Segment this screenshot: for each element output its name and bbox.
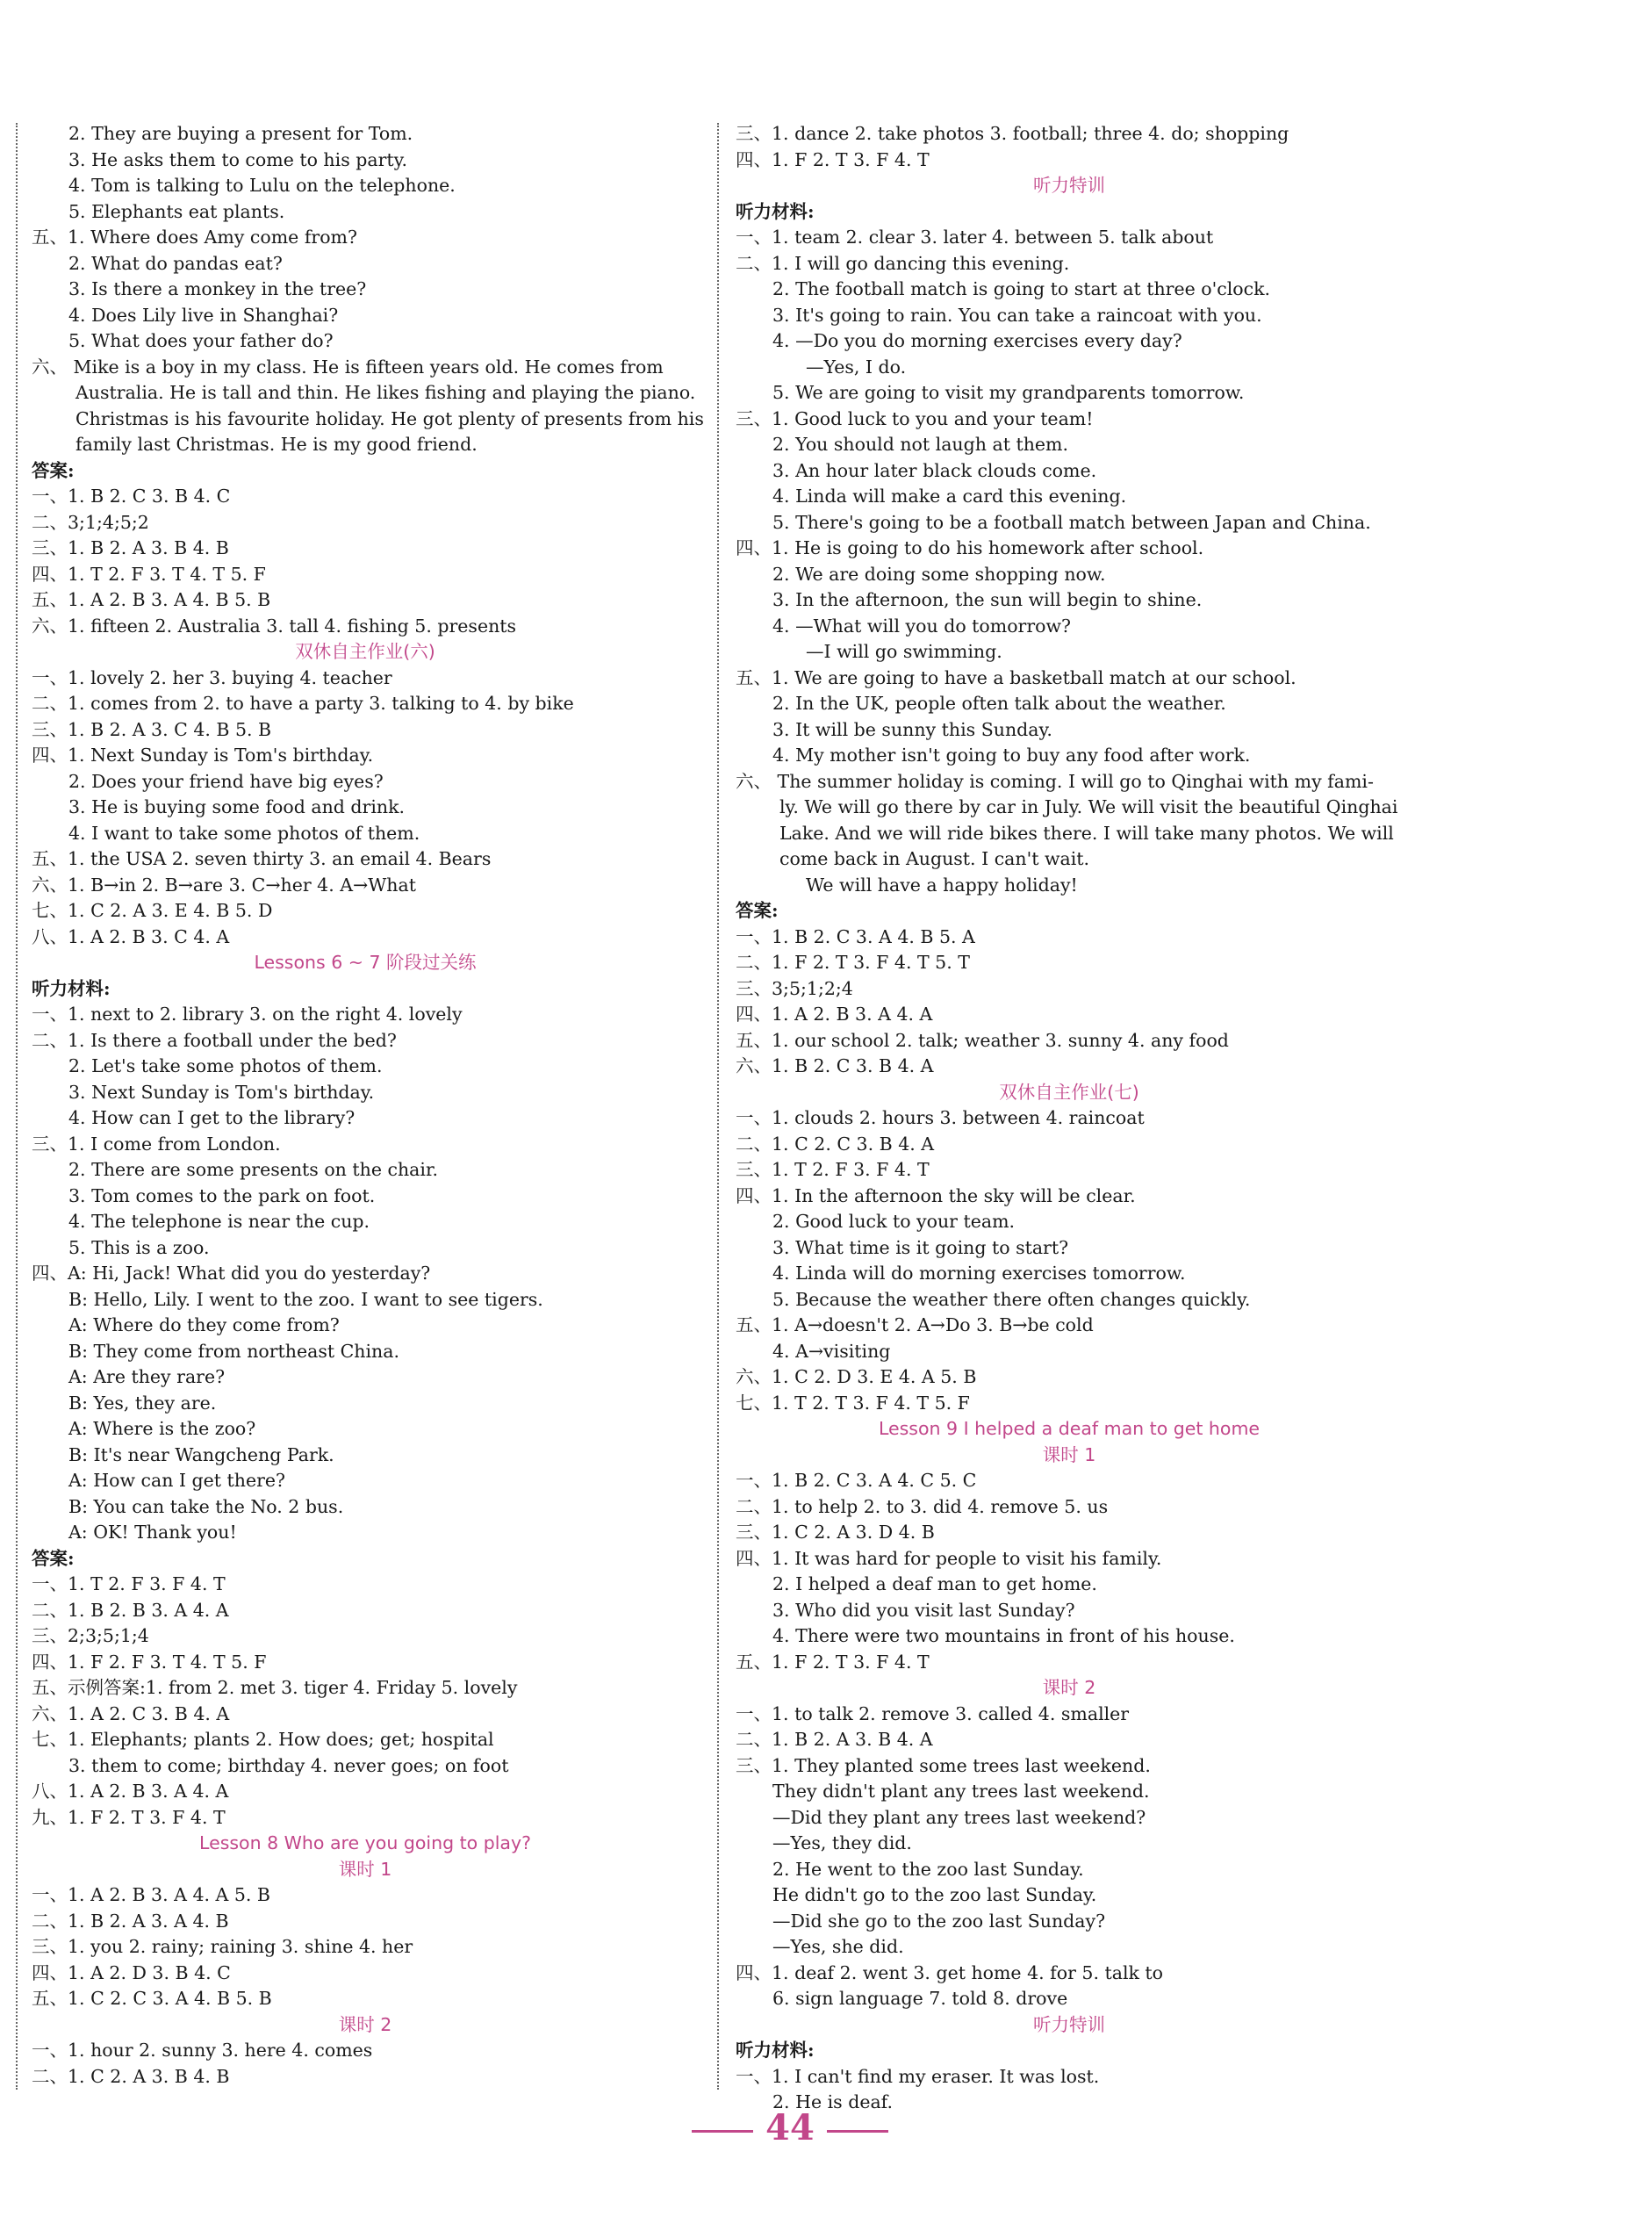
answer-line: 四、1. A 2. B 3. A 4. A	[736, 1004, 933, 1025]
answer-line: 2. What do pandas eat?	[68, 252, 283, 274]
answer-line: 三、1. They planted some trees last weekend.	[736, 1754, 1151, 1776]
answer-line: 2. Let's take some photos of them.	[68, 1055, 383, 1076]
answer-line: 3. Who did you visit last Sunday?	[772, 1599, 1075, 1621]
answer-line: A: How can I get there?	[68, 1470, 286, 1491]
answer-line: 五、1. Where does Amy come from?	[32, 227, 357, 248]
answer-line: 答案:	[32, 1547, 75, 1569]
answer-line: 2. You should not laugh at them.	[772, 434, 1068, 455]
answer-line: 3. It's going to rain. You can take a raincoat with you.	[772, 304, 1262, 326]
answer-line: —Did she go to the zoo last Sunday?	[772, 1910, 1106, 1932]
section-heading: 听力特训	[1033, 175, 1105, 196]
answer-line: 2. We are doing some shopping now.	[772, 563, 1106, 585]
answer-line: 四、1. A 2. D 3. B 4. C	[32, 1961, 231, 1983]
answer-line: 五、1. A→doesn't 2. A→Do 3. B→be cold	[736, 1314, 1094, 1335]
answer-line: —Yes, she did.	[772, 1936, 904, 1957]
answer-line: 五、1. C 2. C 3. A 4. B 5. B	[32, 1988, 272, 2009]
answer-line: 听力材料:	[736, 200, 815, 222]
answer-line: 三、1. I come from London.	[32, 1133, 281, 1155]
section-heading: 课时 1	[338, 1858, 392, 1880]
answer-line: 二、1. Is there a football under the bed?	[32, 1029, 397, 1051]
answer-line: 四、1. T 2. F 3. T 4. T 5. F	[32, 563, 266, 585]
answer-line: 4. Linda will do morning exercises tomorrow.	[772, 1263, 1186, 1284]
answer-line: 六、 Mike is a boy in my class. He is fifteen years old. He comes from	[32, 356, 664, 378]
answer-line: 5. Elephants eat plants.	[68, 200, 285, 222]
answer-line: 九、1. F 2. T 3. F 4. T	[32, 1806, 226, 1828]
answer-line: A: Where is the zoo?	[68, 1418, 256, 1439]
footer-dash-right	[827, 2130, 888, 2133]
answer-line: B: They come from northeast China.	[68, 1340, 399, 1362]
answer-line: 2. Good luck to your team.	[772, 1211, 1016, 1232]
section-heading: 课时 2	[338, 2013, 392, 2035]
answer-line: 4. —What will you do tomorrow?	[772, 615, 1072, 637]
answer-line: 二、1. I will go dancing this evening.	[736, 252, 1070, 274]
answer-line: 一、1. to talk 2. remove 3. called 4. smaller	[736, 1702, 1130, 1724]
page-number: 44	[765, 2107, 815, 2148]
answer-line: 六、1. A 2. C 3. B 4. A	[32, 1702, 230, 1724]
answer-line: 三、1. C 2. A 3. D 4. B	[736, 1522, 935, 1543]
answer-line: 4. There were two mountains in front of his house.	[772, 1625, 1235, 1646]
answer-line: 2. He is deaf.	[772, 2091, 894, 2112]
answer-line: 五、1. A 2. B 3. A 4. B 5. B	[32, 589, 271, 610]
answer-line: come back in August. I can't wait.	[779, 848, 1090, 869]
answer-line: 八、1. A 2. B 3. A 4. A	[32, 1781, 229, 1802]
answer-line: 三、1. you 2. rainy; raining 3. shine 4. her	[32, 1936, 413, 1957]
answer-line: 一、1. team 2. clear 3. later 4. between 5. talk about	[736, 227, 1214, 248]
answer-line: 一、1. B 2. C 3. A 4. C 5. C	[736, 1470, 977, 1491]
answer-line: 3. Is there a monkey in the tree?	[68, 278, 367, 299]
answer-line: 3. He is buying some food and drink.	[68, 796, 406, 817]
answer-line: 七、1. Elephants; plants 2. How does; get; hospital	[32, 1729, 494, 1750]
answer-line: B: It's near Wangcheng Park.	[68, 1443, 334, 1465]
answer-line: 3. Next Sunday is Tom's birthday.	[68, 1081, 375, 1103]
answer-line: 二、1. comes from 2. to have a party 3. talking to 4. by bike	[32, 693, 574, 714]
answer-line: 五、1. F 2. T 3. F 4. T	[736, 1651, 930, 1673]
answer-line: We will have a happy holiday!	[806, 874, 1078, 896]
answer-line: 一、1. next to 2. library 3. on the right 4. lovely	[32, 1004, 463, 1025]
answer-line: family last Christmas. He is my good friend.	[75, 434, 478, 455]
answer-line: 2. In the UK, people often talk about the weather.	[772, 693, 1226, 714]
answer-line: 3. them to come; birthday 4. never goes; on foot	[68, 1754, 509, 1776]
answer-line: 四、1. deaf 2. went 3. get home 4. for 5. talk to	[736, 1961, 1164, 1983]
answer-line: 六、 The summer holiday is coming. I will go to Qinghai with my fami-	[736, 770, 1374, 792]
answer-line: B: Hello, Lily. I went to the zoo. I want to see tigers.	[68, 1288, 543, 1310]
answer-line: He didn't go to the zoo last Sunday.	[772, 1884, 1097, 1905]
answer-line: 六、1. B 2. C 3. B 4. A	[736, 1055, 934, 1076]
column-divider	[717, 123, 719, 2090]
answer-line: 二、1. C 2. A 3. B 4. B	[32, 2065, 230, 2087]
answer-line: 4. Tom is talking to Lulu on the telephone.	[68, 175, 456, 196]
answer-line: 七、1. C 2. A 3. E 4. B 5. D	[32, 900, 273, 921]
answer-line: 六、1. fifteen 2. Australia 3. tall 4. fishing 5. presents	[32, 615, 517, 637]
answer-line: 4. Does Lily live in Shanghai?	[68, 304, 339, 326]
answer-line: 一、1. A 2. B 3. A 4. A 5. B	[32, 1884, 270, 1905]
answer-line: 4. —Do you do morning exercises every day?	[772, 330, 1182, 351]
answer-line: 4. I want to take some photos of them.	[68, 822, 420, 844]
answer-line: 五、1. We are going to have a basketball match at our school.	[736, 666, 1296, 688]
answer-line: 四、1. In the afternoon the sky will be clear.	[736, 1184, 1136, 1206]
answer-line: 5. Because the weather there often changes quickly.	[772, 1288, 1251, 1310]
answer-line: 三、1. T 2. F 3. F 4. T	[736, 1159, 930, 1180]
answer-line: 一、1. lovely 2. her 3. buying 4. teacher	[32, 666, 392, 688]
answer-line: 4. Linda will make a card this evening.	[772, 486, 1127, 507]
answer-line: 六、1. B→in 2. B→are 3. C→her 4. A→What	[32, 874, 416, 896]
answer-line: 三、2;3;5;1;4	[32, 1625, 149, 1646]
answer-line: 6. sign language 7. told 8. drove	[772, 1988, 1068, 2009]
answer-line: 4. My mother isn't going to buy any food after work.	[772, 745, 1251, 766]
answer-line: 五、示例答案:1. from 2. met 3. tiger 4. Friday 5. lovely	[32, 1677, 518, 1698]
answer-line: 3. What time is it going to start?	[772, 1236, 1069, 1258]
answer-line: A: Where do they come from?	[68, 1314, 340, 1335]
answer-line: 三、1. B 2. A 3. B 4. B	[32, 537, 229, 558]
answer-line: 3. Tom comes to the park on foot.	[68, 1184, 376, 1206]
footer-dash-left	[692, 2130, 753, 2133]
left-margin-rule	[16, 123, 18, 2090]
answer-line: 3. It will be sunny this Sunday.	[772, 718, 1052, 740]
answer-line: 二、3;1;4;5;2	[32, 511, 149, 533]
answer-line: 二、1. F 2. T 3. F 4. T 5. T	[736, 952, 970, 973]
answer-line: Lake. And we will ride bikes there. I will take many photos. We will	[779, 822, 1394, 844]
answer-line: —I will go swimming.	[806, 641, 1002, 662]
answer-line: 答案:	[736, 900, 779, 921]
answer-line: ly. We will go there by car in July. We will visit the beautiful Qinghai	[779, 796, 1398, 817]
answer-line: 一、1. B 2. C 3. B 4. C	[32, 486, 231, 507]
answer-line: 二、1. C 2. C 3. B 4. A	[736, 1133, 935, 1155]
section-heading: Lesson 8 Who are you going to play?	[199, 1832, 531, 1853]
answer-line: 5. This is a zoo.	[68, 1236, 210, 1258]
answer-line: 2. They are buying a present for Tom.	[68, 123, 413, 144]
answer-line: Australia. He is tall and thin. He likes fishing and playing the piano.	[75, 382, 696, 403]
answer-line: B: You can take the No. 2 bus.	[68, 1495, 344, 1517]
page-number-footer	[0, 2107, 1580, 2148]
answer-line: 三、1. B 2. A 3. C 4. B 5. B	[32, 718, 272, 740]
section-heading: 课时 2	[1042, 1677, 1096, 1698]
answer-line: 四、A: Hi, Jack! What did you do yesterday?	[32, 1263, 431, 1284]
answer-line: 一、1. I can't find my eraser. It was lost.	[736, 2065, 1100, 2087]
answer-line: 二、1. B 2. B 3. A 4. A	[32, 1599, 229, 1621]
answer-line: 答案:	[32, 459, 75, 481]
answer-line: 3. An hour later black clouds come.	[772, 459, 1097, 481]
answer-line: 5. We are going to visit my grandparents tomorrow.	[772, 382, 1245, 403]
answer-line: —Yes, they did.	[772, 1832, 912, 1853]
answer-line: 二、1. B 2. A 3. B 4. A	[736, 1729, 933, 1750]
section-heading: Lesson 9 I helped a deaf man to get home	[878, 1418, 1261, 1439]
answer-line: 2. The football match is going to start at three o'clock.	[772, 278, 1271, 299]
answer-line: 一、1. clouds 2. hours 3. between 4. raincoat	[736, 1107, 1145, 1128]
answer-line: 五、1. our school 2. talk; weather 3. sunny 4. any food	[736, 1029, 1229, 1051]
answer-line: 三、1. dance 2. take photos 3. football; three 4. do; shopping	[736, 123, 1289, 144]
answer-line: 4. How can I get to the library?	[68, 1107, 356, 1128]
answer-line: 二、1. to help 2. to 3. did 4. remove 5. us	[736, 1495, 1109, 1517]
section-heading: 听力特训	[1033, 2013, 1105, 2035]
answer-line: 四、1. It was hard for people to visit his family.	[736, 1547, 1162, 1569]
answer-line: —Did they plant any trees last weekend?	[772, 1806, 1146, 1828]
answer-line: —Yes, I do.	[806, 356, 907, 378]
answer-line: 五、1. the USA 2. seven thirty 3. an email 4. Bears	[32, 848, 492, 869]
section-heading: 课时 1	[1042, 1443, 1096, 1465]
answer-line: 5. What does your father do?	[68, 330, 334, 351]
answer-line: 4. The telephone is near the cup.	[68, 1211, 370, 1232]
answer-line: 三、3;5;1;2;4	[736, 977, 853, 999]
section-heading: 双休自主作业(六)	[295, 641, 435, 662]
answer-line: They didn't plant any trees last weekend.	[772, 1781, 1150, 1802]
section-heading: Lessons 6 ~ 7 阶段过关练	[254, 952, 477, 973]
answer-line: 2. There are some presents on the chair.	[68, 1159, 439, 1180]
right-column	[736, 121, 1403, 2116]
answer-line: 八、1. A 2. B 3. C 4. A	[32, 925, 230, 947]
answer-line: 四、1. F 2. T 3. F 4. T	[736, 148, 930, 170]
section-heading: 双休自主作业(七)	[999, 1081, 1139, 1103]
answer-line: 一、1. hour 2. sunny 3. here 4. comes	[32, 2040, 373, 2061]
answer-line: A: OK! Thank you!	[68, 1522, 237, 1543]
answer-line: 二、1. B 2. A 3. A 4. B	[32, 1910, 229, 1932]
answer-line: 七、1. T 2. T 3. F 4. T 5. F	[736, 1392, 970, 1414]
answer-line: 3. In the afternoon, the sun will begin to shine.	[772, 589, 1203, 610]
answer-line: 四、1. Next Sunday is Tom's birthday.	[32, 745, 374, 766]
answer-line: 听力材料:	[736, 2040, 815, 2061]
answer-line: 一、1. B 2. C 3. A 4. B 5. A	[736, 925, 975, 947]
answer-line: 一、1. T 2. F 3. F 4. T	[32, 1573, 226, 1594]
answer-line: 四、1. He is going to do his homework after school.	[736, 537, 1204, 558]
answer-line: 三、1. Good luck to you and your team!	[736, 407, 1094, 429]
answer-line: 2. I helped a deaf man to get home.	[772, 1573, 1097, 1594]
answer-line: Christmas is his favourite holiday. He got plenty of presents from his	[75, 407, 704, 429]
answer-line: 3. He asks them to come to his party.	[68, 148, 407, 170]
answer-line: B: Yes, they are.	[68, 1392, 217, 1414]
answer-line: 2. Does your friend have big eyes?	[68, 770, 384, 792]
answer-line: 六、1. C 2. D 3. E 4. A 5. B	[736, 1366, 977, 1387]
answer-line: 2. He went to the zoo last Sunday.	[772, 1858, 1084, 1880]
answer-line: 5. There's going to be a football match between Japan and China.	[772, 511, 1371, 533]
answer-line: 听力材料:	[32, 977, 111, 999]
answer-line: 四、1. F 2. F 3. T 4. T 5. F	[32, 1651, 267, 1673]
answer-line: 4. A→visiting	[772, 1340, 891, 1362]
left-column	[32, 121, 704, 2090]
answer-line: A: Are they rare?	[68, 1366, 226, 1387]
